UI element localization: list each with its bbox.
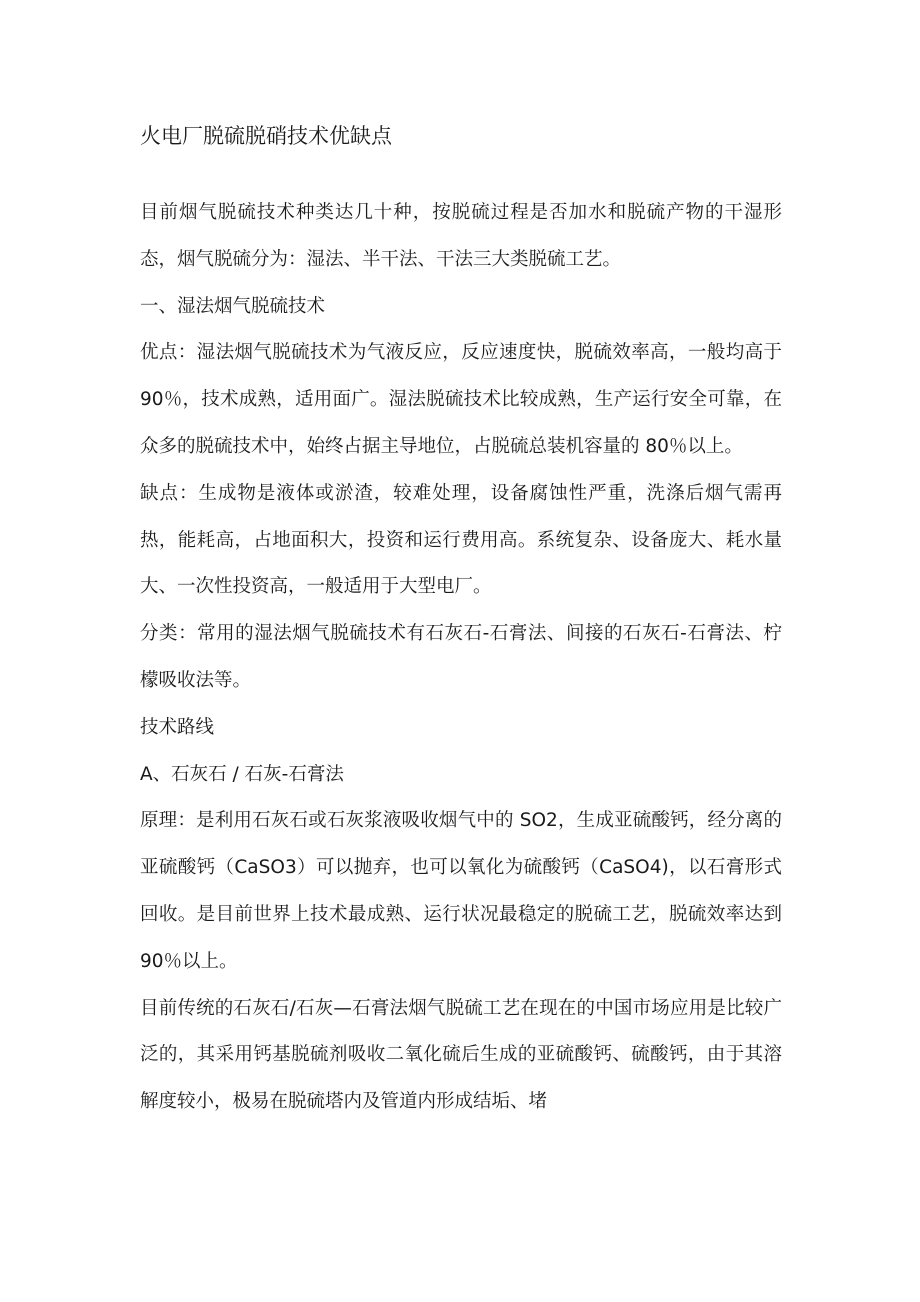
document-body	[140, 190, 782, 1126]
tech-route-heading: 技术路线	[140, 716, 215, 738]
traditional-process-paragraph: 目前传统的石灰石/石灰—石膏法烟气脱硫工艺在现在的中国市场应用是比较广泛的，其采用钙基脱硫剂吸收二氧化硫后生成的亚硫酸钙、硫酸钙，由于其溶解度较小，极易在脱硫塔内及管道内形成结垢、堵	[140, 997, 782, 1113]
intro-paragraph: 目前烟气脱硫技术种类达几十种，按脱硫过程是否加水和脱硫产物的干湿形态，烟气脱硫分为：湿法、半干法、干法三大类脱硫工艺。	[140, 202, 782, 270]
advantages-paragraph: 优点：湿法烟气脱硫技术为气液反应，反应速度快，脱硫效率高，一般均高于 90％，技术成熟，适用面广。湿法脱硫技术比较成熟，生产运行安全可靠，在众多的脱硫技术中，始终占据主导地位，占脱硫总装机容量的 80％以上。	[140, 342, 782, 457]
disadvantages-paragraph: 缺点：生成物是液体或淤渣，较难处理，设备腐蚀性严重，洗涤后烟气需再热，能耗高，占地面积大，投资和运行费用高。系统复杂、设备庞大、耗水量大、一次性投资高，一般适用于大型电厂。	[140, 482, 782, 598]
principle-paragraph: 原理：是利用石灰石或石灰浆液吸收烟气中的 SO2，生成亚硫酸钙，经分离的亚硫酸钙（CaSO3）可以抛弃，也可以氧化为硫酸钙（CaSO4)，以石膏形式回收。是目前世界上技术最成熟、运行状况最稳定的脱硫工艺，脱硫效率达到 90％以上。	[140, 810, 782, 972]
subsection-heading-limestone-gypsum: A、石灰石 / 石灰-石膏法	[140, 763, 344, 785]
document-title: 火电厂脱硫脱硝技术优缺点	[140, 124, 392, 148]
section-heading-wet-desulfurization: 一、湿法烟气脱硫技术	[140, 295, 326, 317]
classification-paragraph: 分类：常用的湿法烟气脱硫技术有石灰石-石膏法、间接的石灰石-石膏法、柠檬吸收法等。	[140, 623, 782, 691]
